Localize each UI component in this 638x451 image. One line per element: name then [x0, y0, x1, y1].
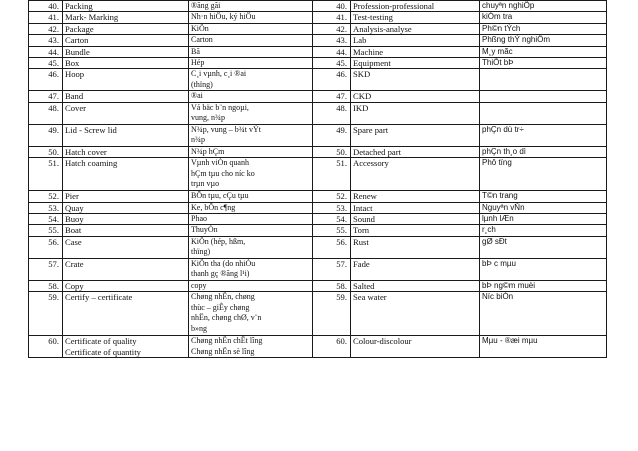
- term-number-left: 44.: [29, 46, 63, 57]
- term-number-left: 43.: [29, 35, 63, 46]
- english-term-left: Copy: [63, 280, 189, 291]
- vietnamese-term-left: copy: [189, 280, 313, 291]
- english-term-left: [63, 336, 189, 358]
- cell-line: Chøng nhËn sè lîng: [191, 346, 255, 356]
- term-number-right: 60.: [313, 336, 351, 358]
- vietnamese-term-left: [189, 236, 313, 258]
- english-term-right: Equipment: [351, 58, 480, 69]
- cell-line: Vµnh viÒn quanh: [191, 158, 249, 168]
- english-term-left: Packing: [63, 1, 189, 12]
- cell-line: b»ng: [191, 323, 207, 333]
- term-number-left: 59.: [29, 292, 63, 336]
- vietnamese-term-right: bÞ c mµu: [480, 258, 607, 280]
- cell-line: Certificate of quality: [65, 336, 137, 347]
- term-number-right: 55.: [313, 225, 351, 236]
- english-term-left: Certify – certificate: [63, 292, 189, 336]
- vietnamese-term-right: T©n trang: [480, 191, 607, 202]
- cell-line: (thïng): [191, 79, 213, 89]
- cell-line: thanh gç ®ãng l¹i): [191, 269, 250, 279]
- term-number-left: 51.: [29, 158, 63, 191]
- english-term-left: Package: [63, 23, 189, 34]
- term-number-right: 47.: [313, 91, 351, 102]
- table-row: [29, 124, 607, 146]
- term-number-right: 52.: [313, 191, 351, 202]
- english-term-right: CKD: [351, 91, 480, 102]
- table-row: [29, 236, 607, 258]
- vietnamese-term-left: [189, 292, 313, 336]
- vietnamese-term-right: bÞ ng©m muèi: [480, 280, 607, 291]
- cell-line: Vá bäc b¨n ngoµi,: [191, 102, 249, 112]
- table-row: [29, 280, 607, 291]
- english-term-left: Buoy: [63, 214, 189, 225]
- english-term-left: Band: [63, 91, 189, 102]
- term-number-left: 54.: [29, 214, 63, 225]
- vietnamese-term-right: M¸y mãc: [480, 46, 607, 57]
- vietnamese-term-right: Phßng thÝ nghiÖm: [480, 35, 607, 46]
- cell-line: Chøng nhËn chÊt lîng: [191, 336, 263, 346]
- vietnamese-term-left: [189, 124, 313, 146]
- english-term-left: Mark- Marking: [63, 12, 189, 23]
- term-number-left: 49.: [29, 124, 63, 146]
- table-row: [29, 69, 607, 91]
- cell-line: thùc – giÊy chøng: [191, 302, 250, 312]
- vietnamese-term-left: [189, 258, 313, 280]
- english-term-left: Pier: [63, 191, 189, 202]
- english-term-right: Renew: [351, 191, 480, 202]
- vocabulary-table: [28, 0, 607, 358]
- term-number-left: 53.: [29, 202, 63, 213]
- vietnamese-term-right: kiÓm tra: [480, 12, 607, 23]
- cell-line: trµn vµo: [191, 179, 220, 189]
- vietnamese-term-right: gØ sÐt: [480, 236, 607, 258]
- english-term-right: Sea water: [351, 292, 480, 336]
- vietnamese-term-left: BÕn tµu, cÇu tµu: [189, 191, 313, 202]
- table-row: [29, 35, 607, 46]
- vietnamese-term-right: Mµu - ®æi mµu: [480, 336, 607, 358]
- english-term-right: IKD: [351, 102, 480, 124]
- vietnamese-term-left: [189, 336, 313, 358]
- vietnamese-term-right: [480, 102, 607, 124]
- vietnamese-term-right: Nguyªn vÑn: [480, 202, 607, 213]
- term-number-right: 46.: [313, 69, 351, 91]
- vietnamese-term-left: Nh·n hiÖu, ký hiÖu: [189, 12, 313, 23]
- english-term-right: Rust: [351, 236, 480, 258]
- english-term-left: Lid - Screw lid: [63, 124, 189, 146]
- english-term-right: Detached part: [351, 146, 480, 157]
- vietnamese-term-right: chuyªn nghiÖp: [480, 1, 607, 12]
- vietnamese-term-right: ThiÕt bÞ: [480, 58, 607, 69]
- table-row: [29, 102, 607, 124]
- cell-line: N¾p, vung – b¾t vÝt: [191, 124, 261, 134]
- vietnamese-term-left: Hép: [189, 58, 313, 69]
- vietnamese-term-left: ThuyÒn: [189, 225, 313, 236]
- term-number-right: 43.: [313, 35, 351, 46]
- english-term-right: Sound: [351, 214, 480, 225]
- term-number-left: 48.: [29, 102, 63, 124]
- term-number-left: 41.: [29, 12, 63, 23]
- vietnamese-term-left: [189, 158, 313, 191]
- vietnamese-term-left: Bã: [189, 46, 313, 57]
- table-row: [29, 58, 607, 69]
- vietnamese-term-left: Ke, bÕn c¶ng: [189, 202, 313, 213]
- term-number-right: 44.: [313, 46, 351, 57]
- table-row: [29, 46, 607, 57]
- table-row: [29, 258, 607, 280]
- english-term-left: Crate: [63, 258, 189, 280]
- term-number-left: 60.: [29, 336, 63, 358]
- term-number-right: 59.: [313, 292, 351, 336]
- english-term-left: Carton: [63, 35, 189, 46]
- cell-line: Certificate of quantity: [65, 346, 141, 357]
- vietnamese-term-left: [189, 69, 313, 91]
- table-row: [29, 23, 607, 34]
- term-number-right: 40.: [313, 1, 351, 12]
- term-number-left: 57.: [29, 258, 63, 280]
- vietnamese-term-right: [480, 91, 607, 102]
- term-number-right: 42.: [313, 23, 351, 34]
- term-number-left: 46.: [29, 69, 63, 91]
- table-body: [29, 1, 607, 358]
- english-term-left: Hoop: [63, 69, 189, 91]
- term-number-left: 58.: [29, 280, 63, 291]
- english-term-right: SKD: [351, 69, 480, 91]
- table-row: [29, 292, 607, 336]
- english-term-right: Salted: [351, 280, 480, 291]
- table-row: [29, 336, 607, 358]
- english-term-right: Accessory: [351, 158, 480, 191]
- vietnamese-term-left: KiÖn: [189, 23, 313, 34]
- english-term-right: Lab: [351, 35, 480, 46]
- table-row: [29, 202, 607, 213]
- term-number-left: 45.: [29, 58, 63, 69]
- english-term-left: Case: [63, 236, 189, 258]
- term-number-right: 48.: [313, 102, 351, 124]
- cell-line: Chøng nhËn, chøng: [191, 292, 255, 302]
- english-term-left: Bundle: [63, 46, 189, 57]
- english-term-right: Intact: [351, 202, 480, 213]
- vietnamese-term-left: Phao: [189, 214, 313, 225]
- cell-line: KiÖn tha (do nhiÒu: [191, 258, 256, 268]
- term-number-left: 56.: [29, 236, 63, 258]
- vietnamese-term-right: phÇn dù tr÷: [480, 124, 607, 146]
- term-number-left: 50.: [29, 146, 63, 157]
- vietnamese-term-left: ®ai: [189, 91, 313, 102]
- term-number-right: 58.: [313, 280, 351, 291]
- term-number-left: 52.: [29, 191, 63, 202]
- table-row: [29, 225, 607, 236]
- cell-line: vung, n¾p: [191, 113, 225, 123]
- english-term-right: Analysis-analyse: [351, 23, 480, 34]
- term-number-right: 50.: [313, 146, 351, 157]
- english-term-left: Hatch coaming: [63, 158, 189, 191]
- term-number-right: 49.: [313, 124, 351, 146]
- term-number-left: 47.: [29, 91, 63, 102]
- cell-line: n¾p: [191, 135, 205, 145]
- vietnamese-term-left: N¾p hÇm: [189, 146, 313, 157]
- english-term-left: Hatch cover: [63, 146, 189, 157]
- vietnamese-term-left: ®ãng gãi: [189, 1, 313, 12]
- vietnamese-term-right: phÇn th¸o dì: [480, 146, 607, 157]
- table-row: [29, 146, 607, 157]
- term-number-left: 42.: [29, 23, 63, 34]
- english-term-right: Spare part: [351, 124, 480, 146]
- cell-line: C¸i vµnh, c¸i ®ai: [191, 69, 247, 79]
- term-number-left: 55.: [29, 225, 63, 236]
- term-number-right: 51.: [313, 158, 351, 191]
- term-number-right: 56.: [313, 236, 351, 258]
- vietnamese-term-right: [480, 69, 607, 91]
- table-row: [29, 158, 607, 191]
- table-row: [29, 1, 607, 12]
- vietnamese-term-left: Carton: [189, 35, 313, 46]
- term-number-left: 40.: [29, 1, 63, 12]
- vietnamese-term-left: [189, 102, 313, 124]
- cell-line: KiÖn (hép, hßm,: [191, 236, 246, 246]
- table-row: [29, 91, 607, 102]
- vietnamese-term-right: Ph©n tÝch: [480, 23, 607, 34]
- term-number-right: 53.: [313, 202, 351, 213]
- english-term-right: Fade: [351, 258, 480, 280]
- cell-line: thïng): [191, 247, 211, 257]
- table-row: [29, 191, 607, 202]
- english-term-left: Cover: [63, 102, 189, 124]
- english-term-left: Quay: [63, 202, 189, 213]
- cell-line: hÇm tµu cho níc ko: [191, 168, 255, 178]
- table-row: [29, 12, 607, 23]
- vietnamese-term-right: lµnh lÆn: [480, 214, 607, 225]
- table-row: [29, 214, 607, 225]
- vietnamese-term-right: Phô tïng: [480, 158, 607, 191]
- term-number-right: 45.: [313, 58, 351, 69]
- term-number-right: 41.: [313, 12, 351, 23]
- term-number-right: 54.: [313, 214, 351, 225]
- english-term-right: Colour-discolour: [351, 336, 480, 358]
- vietnamese-term-right: r¸ch: [480, 225, 607, 236]
- english-term-right: Profession-professional: [351, 1, 480, 12]
- vietnamese-term-right: Níc biÓn: [480, 292, 607, 336]
- english-term-right: Machine: [351, 46, 480, 57]
- english-term-left: Box: [63, 58, 189, 69]
- cell-line: nhËn, chøng chØ, v¨n: [191, 313, 262, 323]
- term-number-right: 57.: [313, 258, 351, 280]
- english-term-right: Torn: [351, 225, 480, 236]
- english-term-left: Boat: [63, 225, 189, 236]
- english-term-right: Test-testing: [351, 12, 480, 23]
